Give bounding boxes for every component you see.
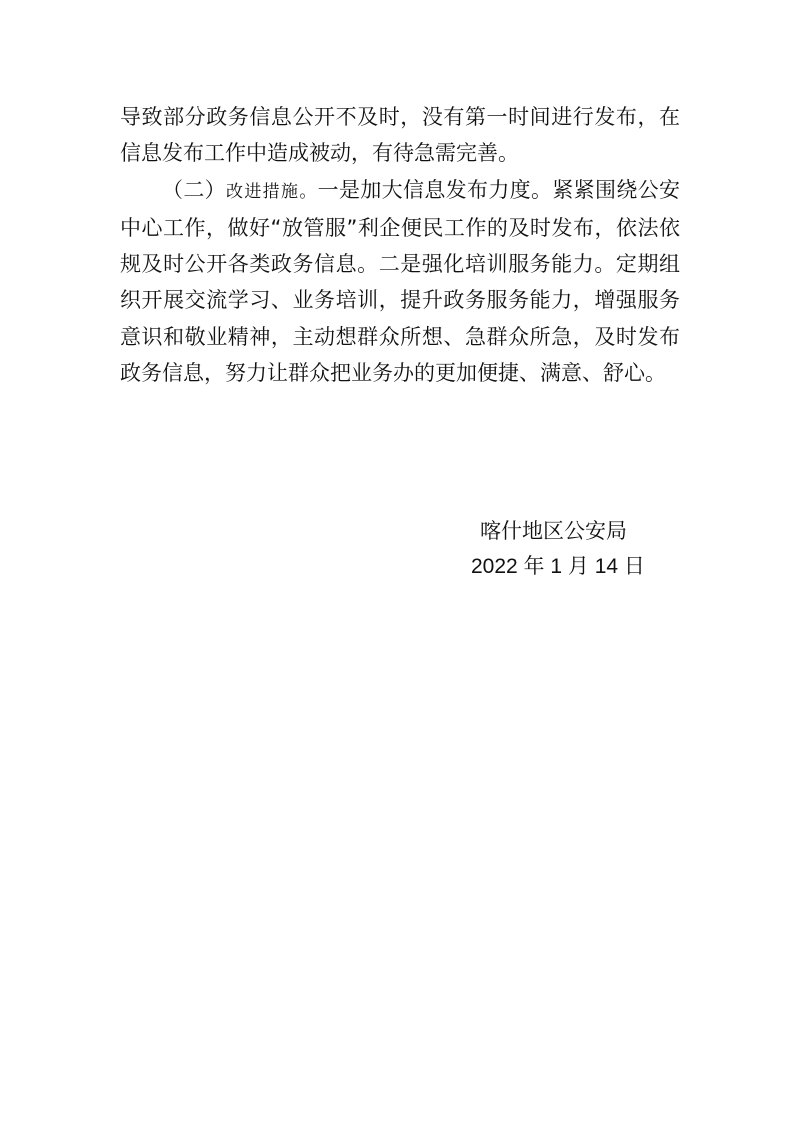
section-body: 一是加大信息发布力度。紧紧围绕公安中心工作，做好“放管服”利企便民工作的及时发布，依法依规及时公开各类政务信息。二是强化培训服务能力。定期组织开展交流学习、业务培训，提升政务服务能力，增强服务意识和敬业精神，主动想群众所想、急群众所急，及时发布政务信息，努力让群众把业务办的更加便捷、满意、舒心。	[120, 177, 681, 386]
section-number: （二）	[162, 177, 226, 202]
signature-block	[440, 513, 700, 586]
section-heading: 改进措施。	[226, 181, 318, 202]
document-body	[120, 99, 680, 391]
signature-organization: 喀什地区公安局	[480, 519, 627, 543]
signature-date: 2022 年 1 月 14 日	[471, 555, 645, 579]
paragraph-problem: 导致部分政务信息公开不及时，没有第一时间进行发布，在信息发布工作中造成被动，有待急需完善。	[120, 105, 680, 166]
paragraph-improvement	[120, 172, 680, 392]
